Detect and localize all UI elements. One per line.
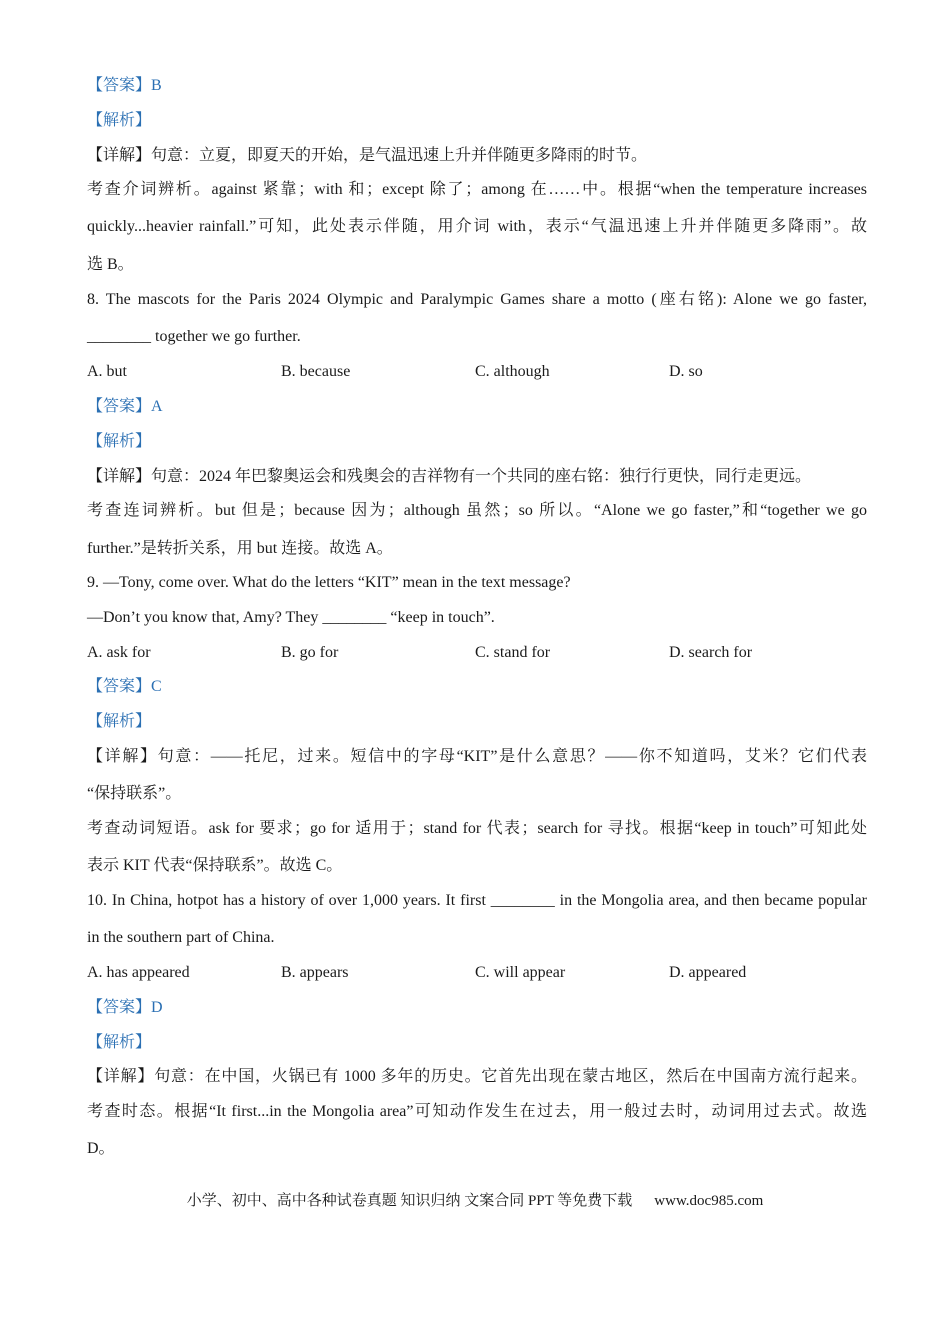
q9-detail-line-2: “保持联系”。 — [87, 785, 182, 802]
q8-option-c: C. although — [475, 363, 550, 380]
q10-stem-line-2: in the southern part of China. — [87, 929, 275, 946]
q9-option-c: C. stand for — [475, 644, 551, 661]
q9-option-d: D. search for — [669, 644, 753, 661]
footer-url[interactable]: www.doc985.com — [654, 1193, 764, 1209]
q8-stem-line-1: 8. The mascots for the Paris 2024 Olympic and Paralympic Games share a motto (座右铭): Alone we go faster, — [87, 291, 867, 308]
q9-answer: 【答案】C — [87, 678, 162, 695]
q9-option-b: B. go for — [281, 644, 339, 661]
q10-explanation-line-2: D。 — [87, 1140, 115, 1157]
q9-explanation-line-2: 表示 KIT 代表“保持联系”。故选 C。 — [87, 857, 343, 874]
q8-option-d: D. so — [669, 363, 703, 380]
q9-option-a: A. ask for — [87, 644, 151, 661]
q9-detail-line-1: 【详解】句意：——托尼，过来。短信中的字母“KIT”是什么意思？——你不知道吗，艾米？它们代表 — [87, 748, 867, 765]
q7-detail: 【详解】句意：立夏，即夏天的开始，是气温迅速上升并伴随更多降雨的时节。 — [87, 147, 648, 164]
q7-explanation-line-1: 考查介词辨析。against 紧靠；with 和；except 除了；among 在……中。根据“when the temperature increases — [87, 181, 867, 198]
q8-explanation-line-1: 考查连词辨析。but 但是；because 因为；although 虽然；so 所以。“Alone we go faster,”和“together we go — [87, 502, 867, 519]
q10-explanation-line-1: 考查时态。根据“It first...in the Mongolia area”可知动作发生在过去，用一般过去时，动词用过去式。故选 — [87, 1103, 867, 1120]
q8-answer: 【答案】A — [87, 398, 163, 415]
q10-stem-line-1: 10. In China, hotpot has a history of over 1,000 years. It first ________ in the Mongolia area, and then became popular — [87, 892, 867, 909]
q9-explanation-line-1: 考查动词短语。ask for 要求；go for 适用于；stand for 代表；search for 寻找。根据“keep in touch”可知此处 — [87, 820, 867, 837]
q8-option-a: A. but — [87, 363, 127, 380]
q8-option-b: B. because — [281, 363, 351, 380]
q10-option-c: C. will appear — [475, 964, 566, 981]
q10-option-a: A. has appeared — [87, 964, 190, 981]
q7-answer: 【答案】B — [87, 77, 162, 94]
q10-answer: 【答案】D — [87, 999, 163, 1016]
q10-option-b: B. appears — [281, 964, 349, 981]
q10-option-d: D. appeared — [669, 964, 747, 981]
footer-text: 小学、初中、高中各种试卷真题 知识归纳 文案合同 PPT 等免费下载 — [186, 1193, 633, 1209]
page-footer — [0, 1191, 950, 1211]
q7-explanation-line-2: quickly...heavier rainfall.”可知，此处表示伴随，用介词 with，表示“气温迅速上升并伴随更多降雨”。故 — [87, 218, 867, 235]
q7-analysis-label: 【解析】 — [87, 112, 152, 129]
q8-analysis-label: 【解析】 — [87, 433, 152, 450]
q10-analysis-label: 【解析】 — [87, 1034, 152, 1051]
q8-stem-line-2: ________ together we go further. — [87, 328, 301, 345]
q10-detail: 【详解】句意：在中国，火锅已有 1000 多年的历史。它首先出现在蒙古地区，然后在中国南方流行起来。 — [87, 1068, 867, 1085]
q9-stem-line-1: 9. —Tony, come over. What do the letters “KIT” mean in the text message? — [87, 574, 571, 591]
q9-stem-line-2: —Don’t you know that, Amy? They ________ “keep in touch”. — [87, 609, 495, 626]
q9-analysis-label: 【解析】 — [87, 713, 152, 730]
q8-detail: 【详解】句意：2024 年巴黎奥运会和残奥会的吉祥物有一个共同的座右铭：独行行更快，同行走更远。 — [87, 468, 812, 485]
q8-explanation-line-2: further.”是转折关系，用 but 连接。故选 A。 — [87, 540, 393, 557]
q7-explanation-line-3: 选 B。 — [87, 256, 134, 273]
